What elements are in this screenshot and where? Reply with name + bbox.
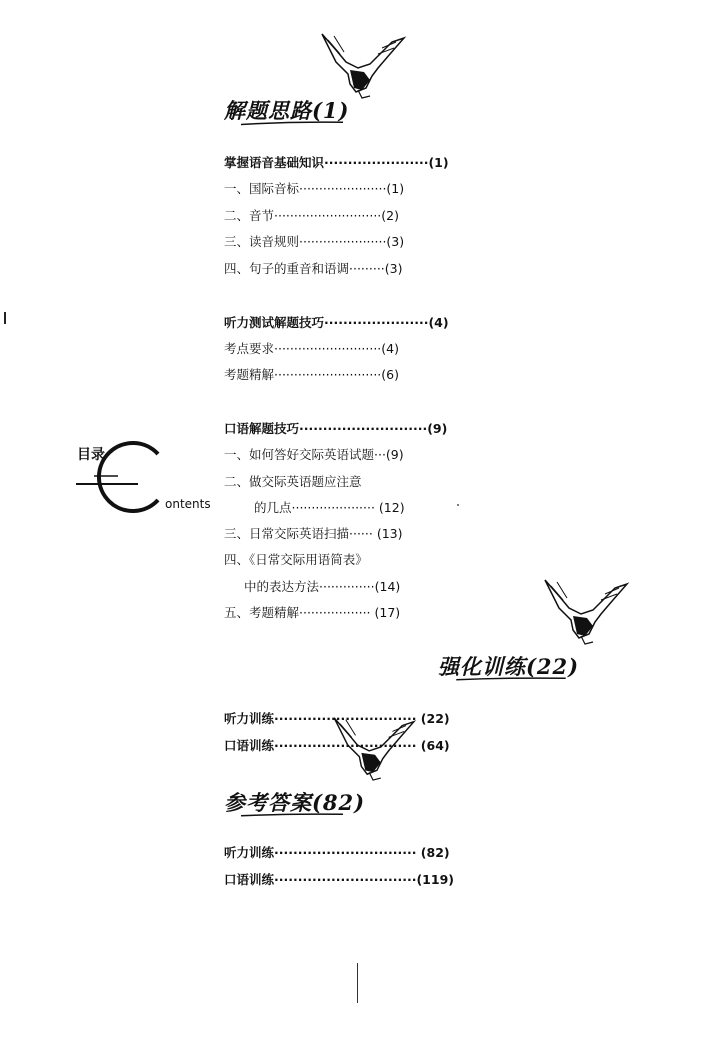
title-underline-swoosh [222,120,362,126]
toc-entry: 听力训练······························ (22) [224,711,450,726]
toc-entry: 口语训练······························ (64) [224,738,450,753]
toc-entry: 掌握语音基础知识······················(1) [224,155,449,170]
title-underline-swoosh [436,676,586,682]
contents-c-logo [74,440,170,514]
toc-entry: 四、《日常交际用语简表》 [224,552,368,567]
mulu-label: 目录 [77,447,105,463]
margin-mark [4,312,6,324]
toc-entry: 听力训练······························ (82) [224,845,450,860]
toc-entry: 中的表达方法··············(14) [244,579,401,594]
toc-entry: 二、做交际英语题应注意 [224,474,362,489]
toc-entry: 口语训练······························(119) [224,872,454,887]
toc-entry: 一、国际音标······················(1) [224,181,405,196]
speck [457,504,459,506]
toc-entry: 三、日常交际英语扫描······ (13) [224,526,403,541]
toc-entry: 四、句子的重音和语调·········(3) [224,261,403,276]
toc-entry: 二、音节···························(2) [224,208,399,223]
bird-illustration-right [540,574,632,646]
contents-label: ontents [165,497,211,511]
toc-entry: 三、读音规则······················(3) [224,234,405,249]
section-title-qianghua: 强化训练(22) [438,654,580,679]
toc-entry: 考点要求···························(4) [224,341,399,356]
toc-entry: 一、如何答好交际英语试题···(9) [224,447,404,462]
toc-entry: 五、考题精解·················· (17) [224,605,401,620]
toc-entry: 口语解题技巧···························(9) [224,421,448,436]
toc-entry: 的几点····················· (12) [254,500,405,515]
bottom-rule [357,963,358,1003]
title-underline-swoosh [222,812,362,818]
toc-entry: 听力测试解题技巧······················(4) [224,315,449,330]
section-title-cankao: 参考答案(82) [224,790,366,815]
bird-illustration-top [318,28,408,100]
section-title-jieti: 解题思路(1) [224,98,350,123]
toc-entry: 考题精解···························(6) [224,367,399,382]
